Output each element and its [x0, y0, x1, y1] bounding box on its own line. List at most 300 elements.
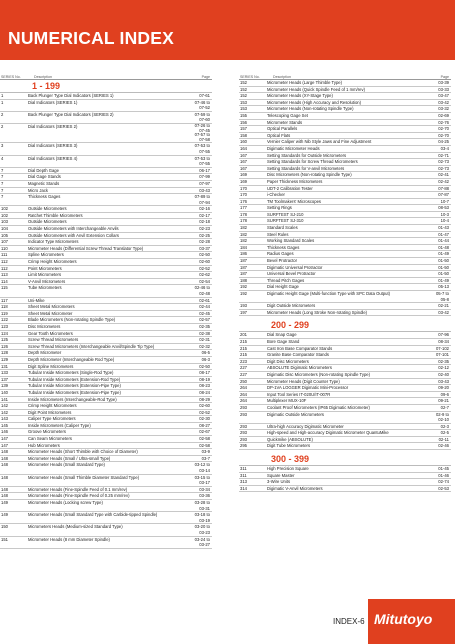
item-description: Thread Pitch Gages	[267, 277, 305, 283]
page-reference: 03-43	[199, 187, 210, 193]
page-reference: 02-35	[438, 358, 449, 364]
series-number: 115	[1, 285, 8, 291]
index-row	[239, 359, 451, 366]
page-reference: 05-7 to 05-8	[435, 291, 449, 302]
item-description: Magnetic Stands	[28, 180, 60, 186]
index-row	[239, 192, 451, 199]
page-reference: 08-53	[438, 205, 449, 211]
index-row	[0, 168, 212, 175]
index-row	[239, 284, 451, 291]
series-number: 148	[1, 449, 8, 455]
index-row	[239, 271, 451, 278]
range-heading: 300 - 399	[239, 453, 451, 466]
index-row	[0, 390, 212, 397]
page-reference: 02-76	[438, 119, 449, 125]
index-row	[239, 172, 451, 179]
page-reference: 06-3	[201, 356, 210, 362]
series-number: 151	[1, 536, 8, 542]
series-number: 148	[1, 462, 8, 468]
series-number: 149	[1, 512, 8, 518]
page-reference: 01-50	[438, 264, 449, 270]
series-number: 311	[240, 472, 247, 478]
header-bar	[0, 0, 455, 60]
page-reference: 10-4	[440, 218, 449, 224]
page-reference: 02-50	[199, 363, 210, 369]
index-row	[239, 120, 451, 127]
page-reference: 02-73	[438, 159, 449, 165]
item-description: Micrometer Heads (8 mm Diameter Spindle)	[28, 536, 110, 542]
right-index-top	[239, 80, 451, 316]
page-reference: 07-46 to 07-52	[194, 99, 210, 111]
item-description: Micrometer Heads (Fine-Spindle Feed of 0.25 mm/rev)	[28, 493, 130, 499]
index-row	[0, 285, 212, 297]
series-number: 314	[240, 485, 247, 491]
series-number: 117	[1, 297, 8, 303]
page-reference: 01-48	[438, 244, 449, 250]
index-row	[239, 166, 451, 173]
item-description: TM Toolmakers' Microscopes	[267, 198, 322, 204]
page-reference: 07-102	[435, 345, 449, 351]
index-row	[239, 291, 451, 303]
item-description: Dial Height Gage	[267, 284, 299, 290]
index-row	[239, 126, 451, 133]
page-reference: 02-70	[438, 126, 449, 132]
page-reference: 02-52	[199, 409, 210, 415]
index-row	[239, 392, 451, 399]
item-description: SURFTEST SJ-210	[267, 211, 304, 217]
index-row	[0, 226, 212, 233]
page-reference: 08-19	[199, 376, 210, 382]
index-row	[239, 245, 451, 252]
page-reference: 02-71	[438, 152, 449, 158]
item-description: Groove Micrometers	[28, 429, 66, 435]
series-header: SERIES No.	[240, 74, 260, 79]
index-row	[239, 258, 451, 265]
series-number: 293	[240, 404, 247, 410]
item-description: Depth Micrometer	[28, 350, 62, 356]
item-description: Micrometer Heads (Small / Ultra-small Type)	[28, 455, 111, 461]
page-reference: 02-57	[199, 317, 210, 323]
index-row	[239, 113, 451, 120]
series-number: 178	[240, 218, 247, 224]
item-description: Micrometer Heads (Small Standard Type with Carbide-tipped Spindle)	[28, 512, 158, 518]
series-number: 295	[240, 443, 247, 449]
item-description: Sheet Metal Micrometer	[28, 310, 73, 316]
page-reference: 02-42	[438, 178, 449, 184]
range-heading: 200 - 299	[239, 319, 451, 332]
index-row	[239, 265, 451, 272]
item-description: Screw Thread Micrometers	[28, 337, 79, 343]
series-number: 112	[1, 265, 8, 271]
page-reference: 02-60	[199, 259, 210, 265]
index-row	[0, 475, 212, 487]
page-reference: 03-33	[438, 86, 449, 92]
index-row	[0, 311, 212, 318]
index-row	[0, 370, 212, 377]
index-row	[239, 199, 451, 206]
item-description: Bore Gage Stand	[267, 338, 300, 344]
item-description: Micrometer Heads (Small Thimble Diameter Standard Type)	[28, 474, 140, 480]
series-number: 111	[1, 252, 8, 258]
index-row	[0, 143, 212, 155]
item-description: Micrometer Heads (High Accuracy and Resolution)	[267, 99, 362, 105]
index-row	[239, 238, 451, 245]
item-description: Disc Micrometers	[28, 323, 61, 329]
index-row	[239, 186, 451, 193]
series-number: 215	[240, 352, 247, 358]
series-number: 103	[1, 219, 8, 225]
index-row	[0, 524, 212, 536]
index-row	[0, 181, 212, 188]
index-row	[239, 479, 451, 486]
series-number: 114	[1, 278, 8, 284]
item-description: Tubular Inside Micrometers (Single-Rod Type)	[28, 370, 114, 376]
item-description: Tube Micrometers	[28, 285, 62, 291]
item-description: Back Plunger Type Dial Indicators (SERIES 1)	[28, 93, 114, 98]
index-row	[239, 303, 451, 310]
page-reference: 02-44	[199, 304, 210, 310]
index-row	[0, 298, 212, 305]
item-description: Dial Snap Gage	[267, 332, 297, 338]
series-number: 126	[1, 343, 8, 349]
series-number: 110	[1, 245, 8, 251]
item-description: Crimp Height Micrometers	[28, 403, 77, 409]
page-reference: 01-50	[438, 258, 449, 264]
series-number: 187	[240, 264, 247, 270]
series-number: 178	[240, 211, 247, 217]
index-row	[0, 377, 212, 384]
item-description: Outside Micrometers	[28, 206, 67, 212]
page-reference: 01-50	[438, 271, 449, 277]
page-reference: 03-24 to 03-27	[194, 536, 210, 548]
series-number: 169	[240, 172, 247, 178]
item-description: Steel Rules	[267, 231, 289, 237]
index-row	[0, 493, 212, 500]
item-description: Digit Spline Micrometers	[28, 363, 74, 369]
page-reference: 01-47	[438, 231, 449, 237]
series-number: 123	[1, 323, 8, 329]
item-description: Can Seam Micrometers	[28, 436, 72, 442]
page-reference: 08-29	[199, 396, 210, 402]
series-number: 157	[240, 126, 247, 132]
item-description: DP-1VA LOGGER Digimatic Mini-Processor	[267, 385, 349, 391]
index-row	[239, 443, 451, 450]
series-number: 227	[240, 371, 247, 377]
index-row	[239, 205, 451, 212]
index-row	[239, 372, 451, 379]
item-description: Vernier Caliper with Nib Style Jaws and Fine Adjustment	[267, 139, 372, 145]
series-number: 148	[1, 455, 8, 461]
page-reference: 02-74	[438, 479, 449, 485]
item-description: Uni-Mike	[28, 297, 45, 303]
item-description: Universal Bevel Protractor	[267, 271, 316, 277]
series-number: 176	[240, 198, 247, 204]
series-number: 201	[240, 332, 247, 338]
item-description: Inside Micrometers (Caliper Type)	[28, 422, 91, 428]
item-description: Micrometer Heads (Quick Spindle Feed of 1 mm/rev)	[267, 86, 365, 92]
item-description: Multiplexer MUX-10F	[267, 398, 307, 404]
page-reference: 03-7	[201, 455, 210, 461]
item-description: Gear Tooth Micrometers	[28, 330, 73, 336]
series-number: 140	[1, 389, 8, 395]
index-row	[239, 412, 451, 424]
page-reference: 02-46 to 02-48	[194, 285, 210, 296]
page-reference: 05-13	[438, 284, 449, 290]
item-description: Outside Micrometers	[28, 219, 67, 225]
index-row	[0, 423, 212, 430]
series-number: 264	[240, 385, 247, 391]
description-header: Description	[34, 74, 52, 79]
index-row	[239, 93, 451, 100]
page-reference: 07-53 to 07-55	[194, 143, 210, 154]
page-reference: 01-43	[438, 225, 449, 231]
series-number: 169	[240, 178, 247, 184]
page-reference: 02-73	[438, 165, 449, 171]
series-number: 215	[240, 345, 247, 351]
series-number: 148	[1, 493, 8, 499]
description-header: Description	[273, 74, 291, 79]
series-number: 145	[1, 422, 8, 428]
brand-logo-text: Mitutoyo	[374, 611, 433, 627]
index-row	[0, 512, 212, 524]
item-description: Tubular Inside Micrometers (Extension-Pipe Type)	[28, 383, 121, 389]
series-number: 142	[1, 409, 8, 415]
series-number: 187	[240, 258, 247, 264]
page-reference: 02-12	[438, 365, 449, 371]
page-reference: 02-23	[199, 226, 210, 232]
item-description: Quickmike (ABSOLUTE)	[267, 436, 313, 442]
series-number: 131	[1, 363, 8, 369]
page-reference: 01-49	[438, 251, 449, 257]
page-reference: 09-6	[440, 391, 449, 397]
index-row	[0, 239, 212, 246]
series-number: 177	[240, 205, 247, 211]
series-number: 150	[1, 524, 8, 530]
page-reference: 03-18 to 03-19	[194, 512, 210, 523]
item-description: Micrometer Heads (Non-rotating Spindle Type)	[267, 106, 354, 112]
item-description: Crimp Height Micrometers	[28, 259, 77, 265]
index-row	[0, 537, 212, 549]
index-row	[0, 500, 212, 512]
index-row	[239, 466, 451, 473]
page-reference: 02-17	[199, 212, 210, 218]
item-description: Digimatic Micrometer Heads	[267, 145, 320, 151]
page-reference: 04-25	[438, 139, 449, 145]
series-number: 167	[240, 152, 247, 158]
series-number: 148	[1, 486, 8, 492]
item-description: Micrometer Heads (Large Thimble Type)	[267, 80, 343, 85]
index-row	[0, 112, 212, 124]
series-number: 139	[1, 383, 8, 389]
page-reference: 03-42	[438, 99, 449, 105]
index-row	[0, 383, 212, 390]
page-reference: 02-30	[199, 416, 210, 422]
series-number: 167	[240, 165, 247, 171]
page-reference: 10-3	[440, 211, 449, 217]
series-number: 7	[1, 180, 4, 186]
item-description: Input Tool Series IT-020U/IT-007R	[267, 391, 331, 397]
page-reference: 01-44	[438, 238, 449, 244]
item-description: Micrometer Heads (Differential Screw Thread Translator Type)	[28, 245, 144, 251]
page-reference: 10-7	[440, 198, 449, 204]
index-row	[0, 364, 212, 371]
series-number: 105	[1, 232, 8, 238]
series-number: 147	[1, 442, 8, 448]
page-number: INDEX-6	[333, 617, 365, 626]
index-row	[0, 233, 212, 240]
page-reference: 01-45	[438, 466, 449, 472]
index-row	[239, 346, 451, 353]
series-number: 1	[1, 93, 4, 98]
series-number: 4	[1, 155, 4, 161]
left-column	[0, 74, 212, 549]
series-number: 187	[240, 271, 247, 277]
page-reference: 03-9	[201, 449, 210, 455]
item-description: Digimatic Height Gage (Multi-function Type with SPC Data Output)	[267, 291, 391, 296]
item-description: Bevel Protractor	[267, 258, 298, 264]
series-number: 146	[1, 429, 8, 435]
index-row	[239, 385, 451, 392]
page-reference: 02-46	[438, 443, 449, 449]
index-row	[0, 456, 212, 463]
index-row	[0, 416, 212, 423]
item-description: High-speed and High-accuracy Digimatic Micrometer QuantuMike	[267, 430, 389, 436]
page-reference: 03-47	[438, 93, 449, 99]
index-row	[0, 344, 212, 351]
series-number: 193	[240, 303, 247, 309]
item-description: Screw Thread Micrometers (Interchangeable Anvil/Spindle Tip Type)	[28, 343, 155, 349]
index-row	[239, 405, 451, 412]
series-number: 2	[1, 123, 4, 129]
page-reference: 02-18	[199, 219, 210, 225]
index-row	[0, 337, 212, 344]
page-reference: 03-4	[440, 145, 449, 151]
item-description: Digimatic Universal Protractor	[267, 264, 323, 270]
left-index-body	[0, 80, 212, 549]
series-header: SERIES No.	[1, 74, 21, 79]
item-description: Micrometers Heads (Medium-sized Standard Type)	[28, 524, 123, 530]
index-row	[0, 272, 212, 279]
item-description: Cast Iron Base Comparator Stands	[267, 345, 333, 351]
item-description: 3-Wire Units	[267, 479, 291, 485]
index-row	[239, 424, 451, 431]
item-description: Dial Indicators (SERIES 1)	[28, 99, 78, 105]
page-title: NUMERICAL INDEX	[8, 28, 175, 48]
series-number: 293	[240, 411, 247, 417]
index-row	[0, 252, 212, 259]
index-row	[239, 232, 451, 239]
item-description: Micrometer Heads (XY-Stage Type)	[267, 93, 333, 99]
page-reference: 02-11	[438, 436, 449, 442]
series-number: 170	[240, 192, 247, 198]
index-row	[0, 429, 212, 436]
index-row	[0, 350, 212, 357]
series-number: 158	[240, 132, 247, 138]
item-description: Inside Micrometers (Interchangeable-Rod Type)	[28, 396, 117, 402]
page-reference: 02-69	[438, 112, 449, 118]
page-reference: 08-17	[199, 370, 210, 376]
index-row	[0, 93, 212, 100]
page-header: Page	[440, 74, 449, 79]
brand-logo	[368, 599, 455, 644]
series-number: 152	[240, 93, 247, 99]
series-number: 128	[1, 350, 8, 356]
page-reference: 09-21	[438, 398, 449, 404]
item-description: Micrometer Heads (Locking screw Type)	[28, 500, 103, 505]
series-number: 156	[240, 119, 247, 125]
index-row	[0, 124, 212, 143]
page-reference: 08-23	[199, 383, 210, 389]
series-number: 313	[240, 479, 247, 485]
index-row	[0, 100, 212, 112]
index-row	[239, 332, 451, 339]
series-number: 141	[1, 396, 8, 402]
item-description: Paper Thickness Micrometers	[267, 178, 323, 184]
index-row	[239, 218, 451, 225]
series-number: 192	[240, 284, 247, 290]
item-description: Dial Gage Stands	[28, 174, 61, 180]
series-number: 7	[1, 174, 4, 180]
series-number: 102	[1, 212, 8, 218]
series-number: 7	[1, 194, 4, 200]
series-number: 153	[240, 99, 247, 105]
page-reference: 03-12 to 03-14	[194, 462, 210, 474]
index-row	[0, 357, 212, 364]
series-number: 102	[1, 206, 8, 212]
series-number: 164	[240, 145, 247, 151]
index-row	[239, 146, 451, 153]
series-number: 133	[1, 370, 8, 376]
series-number: 125	[1, 337, 8, 343]
index-row	[0, 397, 212, 404]
series-number: 7	[1, 187, 4, 193]
page-reference: 02-28	[199, 239, 210, 245]
series-number: 142	[1, 403, 8, 409]
series-number: 149	[1, 500, 8, 505]
item-description: Thickness Gages	[28, 194, 61, 200]
item-description: Outside Micrometers with Anvil Extension Collars	[28, 232, 119, 238]
series-number: 293	[240, 423, 247, 429]
page-reference: 03-15 to 03-17	[194, 474, 210, 486]
page-reference: 03-36	[199, 493, 210, 499]
item-description: Setting Rings	[267, 205, 292, 211]
item-description: Disc Micrometers (Non-rotating Spindle Type)	[267, 172, 352, 178]
right-index-body	[239, 316, 451, 492]
series-number: 192	[240, 291, 247, 296]
item-description: Sheet Metal Micrometers	[28, 304, 75, 310]
page-reference: 02-35	[199, 323, 210, 329]
index-row	[239, 352, 451, 359]
series-number: 104	[1, 226, 8, 232]
item-description: Back Plunger Type Dial Indicators (SERIES 2)	[28, 111, 114, 117]
item-description: Micrometer Heads (Small Standard Type)	[28, 462, 105, 468]
series-number: 293	[240, 436, 247, 442]
series-number: 152	[240, 80, 247, 85]
index-row	[0, 206, 212, 213]
index-row	[0, 436, 212, 443]
series-number: 293	[240, 430, 247, 436]
index-row	[239, 310, 451, 317]
item-description: Radius Gages	[267, 251, 294, 257]
page-reference: 03-42	[438, 309, 449, 315]
index-row	[0, 443, 212, 450]
index-row	[0, 259, 212, 266]
page-reference: 02-41	[438, 172, 449, 178]
index-row	[0, 219, 212, 226]
series-number: 147	[1, 436, 8, 442]
index-row	[0, 487, 212, 494]
item-description: Working Standard Scales	[267, 238, 315, 244]
